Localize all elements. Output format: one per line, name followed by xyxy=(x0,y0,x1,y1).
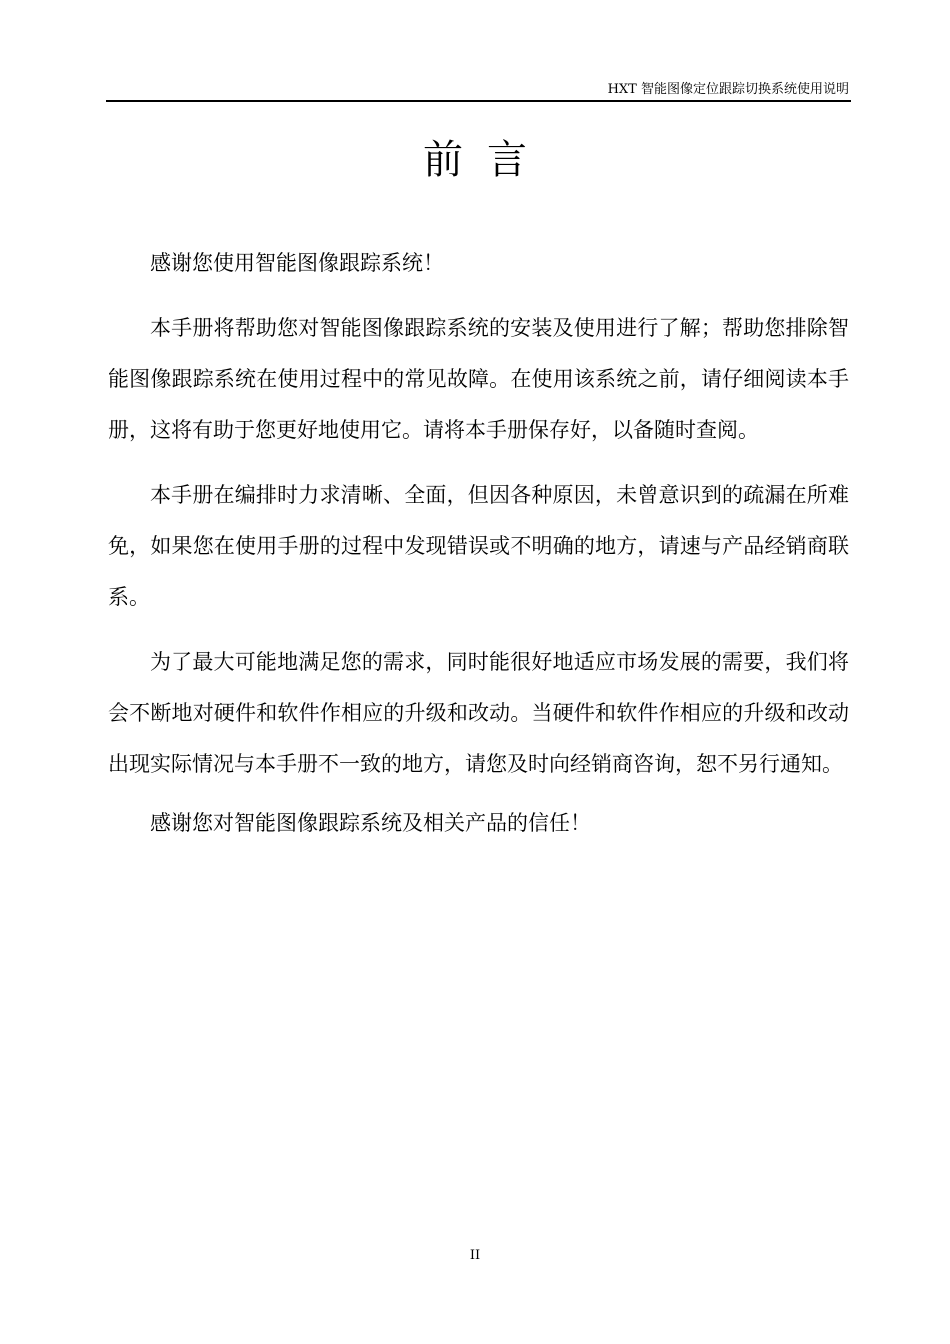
page-number: II xyxy=(469,1248,481,1263)
page-header xyxy=(106,80,851,102)
paragraph-errors: 本手册在编排时力求清晰、全面，但因各种原因，未曾意识到的疏漏在所难免，如果您在使用手册的过程中发现错误或不明确的地方，请速与产品经销商联系。 xyxy=(108,483,849,609)
header-title: HXT 智能图像定位跟踪切换系统使用说明 xyxy=(607,82,849,97)
paragraph-updates: 为了最大可能地满足您的需求，同时能很好地适应市场发展的需要，我们将会不断地对硬件和软件作相应的升级和改动。当硬件和软件作相应的升级和改动出现实际情况与本手册不一致的地方，请您及时向经销商咨询，恕不另行通知。 xyxy=(108,650,849,776)
paragraph-purpose: 本手册将帮助您对智能图像跟踪系统的安装及使用进行了解；帮助您排除智能图像跟踪系统在使用过程中的常见故障。在使用该系统之前，请仔细阅读本手册，这将有助于您更好地使用它。请将本手册保存好，以备随时查阅。 xyxy=(108,316,849,442)
page-title: 前言 xyxy=(423,137,551,183)
body-text xyxy=(108,238,849,849)
paragraph-thanks: 感谢您使用智能图像跟踪系统！ xyxy=(150,251,444,275)
paragraph-trust: 感谢您对智能图像跟踪系统及相关产品的信任！ xyxy=(150,811,591,835)
